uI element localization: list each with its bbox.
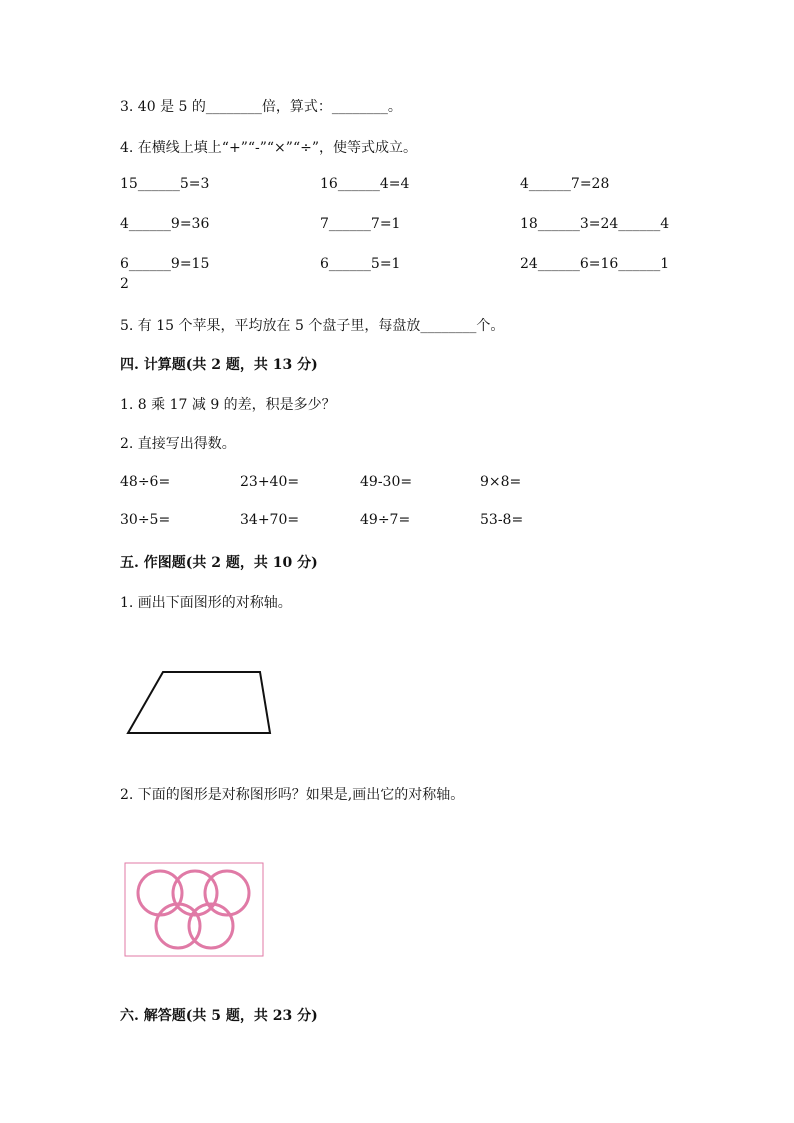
calc-2-1: 30÷5= <box>120 512 171 528</box>
section-6-title: 六. 解答题(共 5 题，共 23 分) <box>120 1008 318 1024</box>
equation-1-1: 15______5=3 <box>120 176 210 192</box>
question-3-4: 4. 在横线上填上“+”“-”“×”“÷”，使等式成立。 <box>120 140 417 156</box>
equation-1-2: 16______4=4 <box>320 176 410 192</box>
section-5-title: 五. 作图题(共 2 题，共 10 分) <box>120 555 318 571</box>
equation-3-3: 24______6=16______1 <box>520 256 670 272</box>
question-3-3: 3. 40 是 5 的________倍，算式：________。 <box>120 99 402 115</box>
ring-top-left <box>138 871 182 915</box>
equation-3-1: 6______9=15 <box>120 256 210 272</box>
calc-2-4: 53-8= <box>480 512 524 528</box>
calc-1-4: 9×8= <box>480 474 522 490</box>
calc-1-3: 49-30= <box>360 474 413 490</box>
calc-1-1: 48÷6= <box>120 474 171 490</box>
equation-2-1: 4______9=36 <box>120 216 210 232</box>
question-5-1: 1. 画出下面图形的对称轴。 <box>120 595 292 611</box>
equation-3-1-wrap: 2 <box>120 276 129 292</box>
question-3-5: 5. 有 15 个苹果，平均放在 5 个盘子里，每盘放________个。 <box>120 318 505 334</box>
calc-2-2: 34+70= <box>240 512 300 528</box>
equation-2-3: 18______3=24______4 <box>520 216 670 232</box>
question-4-2: 2. 直接写出得数。 <box>120 436 236 452</box>
trapezoid-shape <box>128 672 270 733</box>
equation-2-2: 7______7=1 <box>320 216 401 232</box>
equation-3-2: 6______5=1 <box>320 256 401 272</box>
calc-1-2: 23+40= <box>240 474 300 490</box>
question-4-1: 1. 8 乘 17 减 9 的差，积是多少？ <box>120 397 336 413</box>
equation-1-3: 4______7=28 <box>520 176 610 192</box>
olympic-rings-figure <box>120 858 270 962</box>
question-5-2: 2. 下面的图形是对称图形吗？如果是,画出它的对称轴。 <box>120 787 465 803</box>
ring-top-right <box>205 871 249 915</box>
trapezoid-figure <box>120 660 280 740</box>
ring-bottom-right <box>189 904 233 948</box>
section-4-title: 四. 计算题(共 2 题，共 13 分) <box>120 357 318 373</box>
calc-2-3: 49÷7= <box>360 512 411 528</box>
